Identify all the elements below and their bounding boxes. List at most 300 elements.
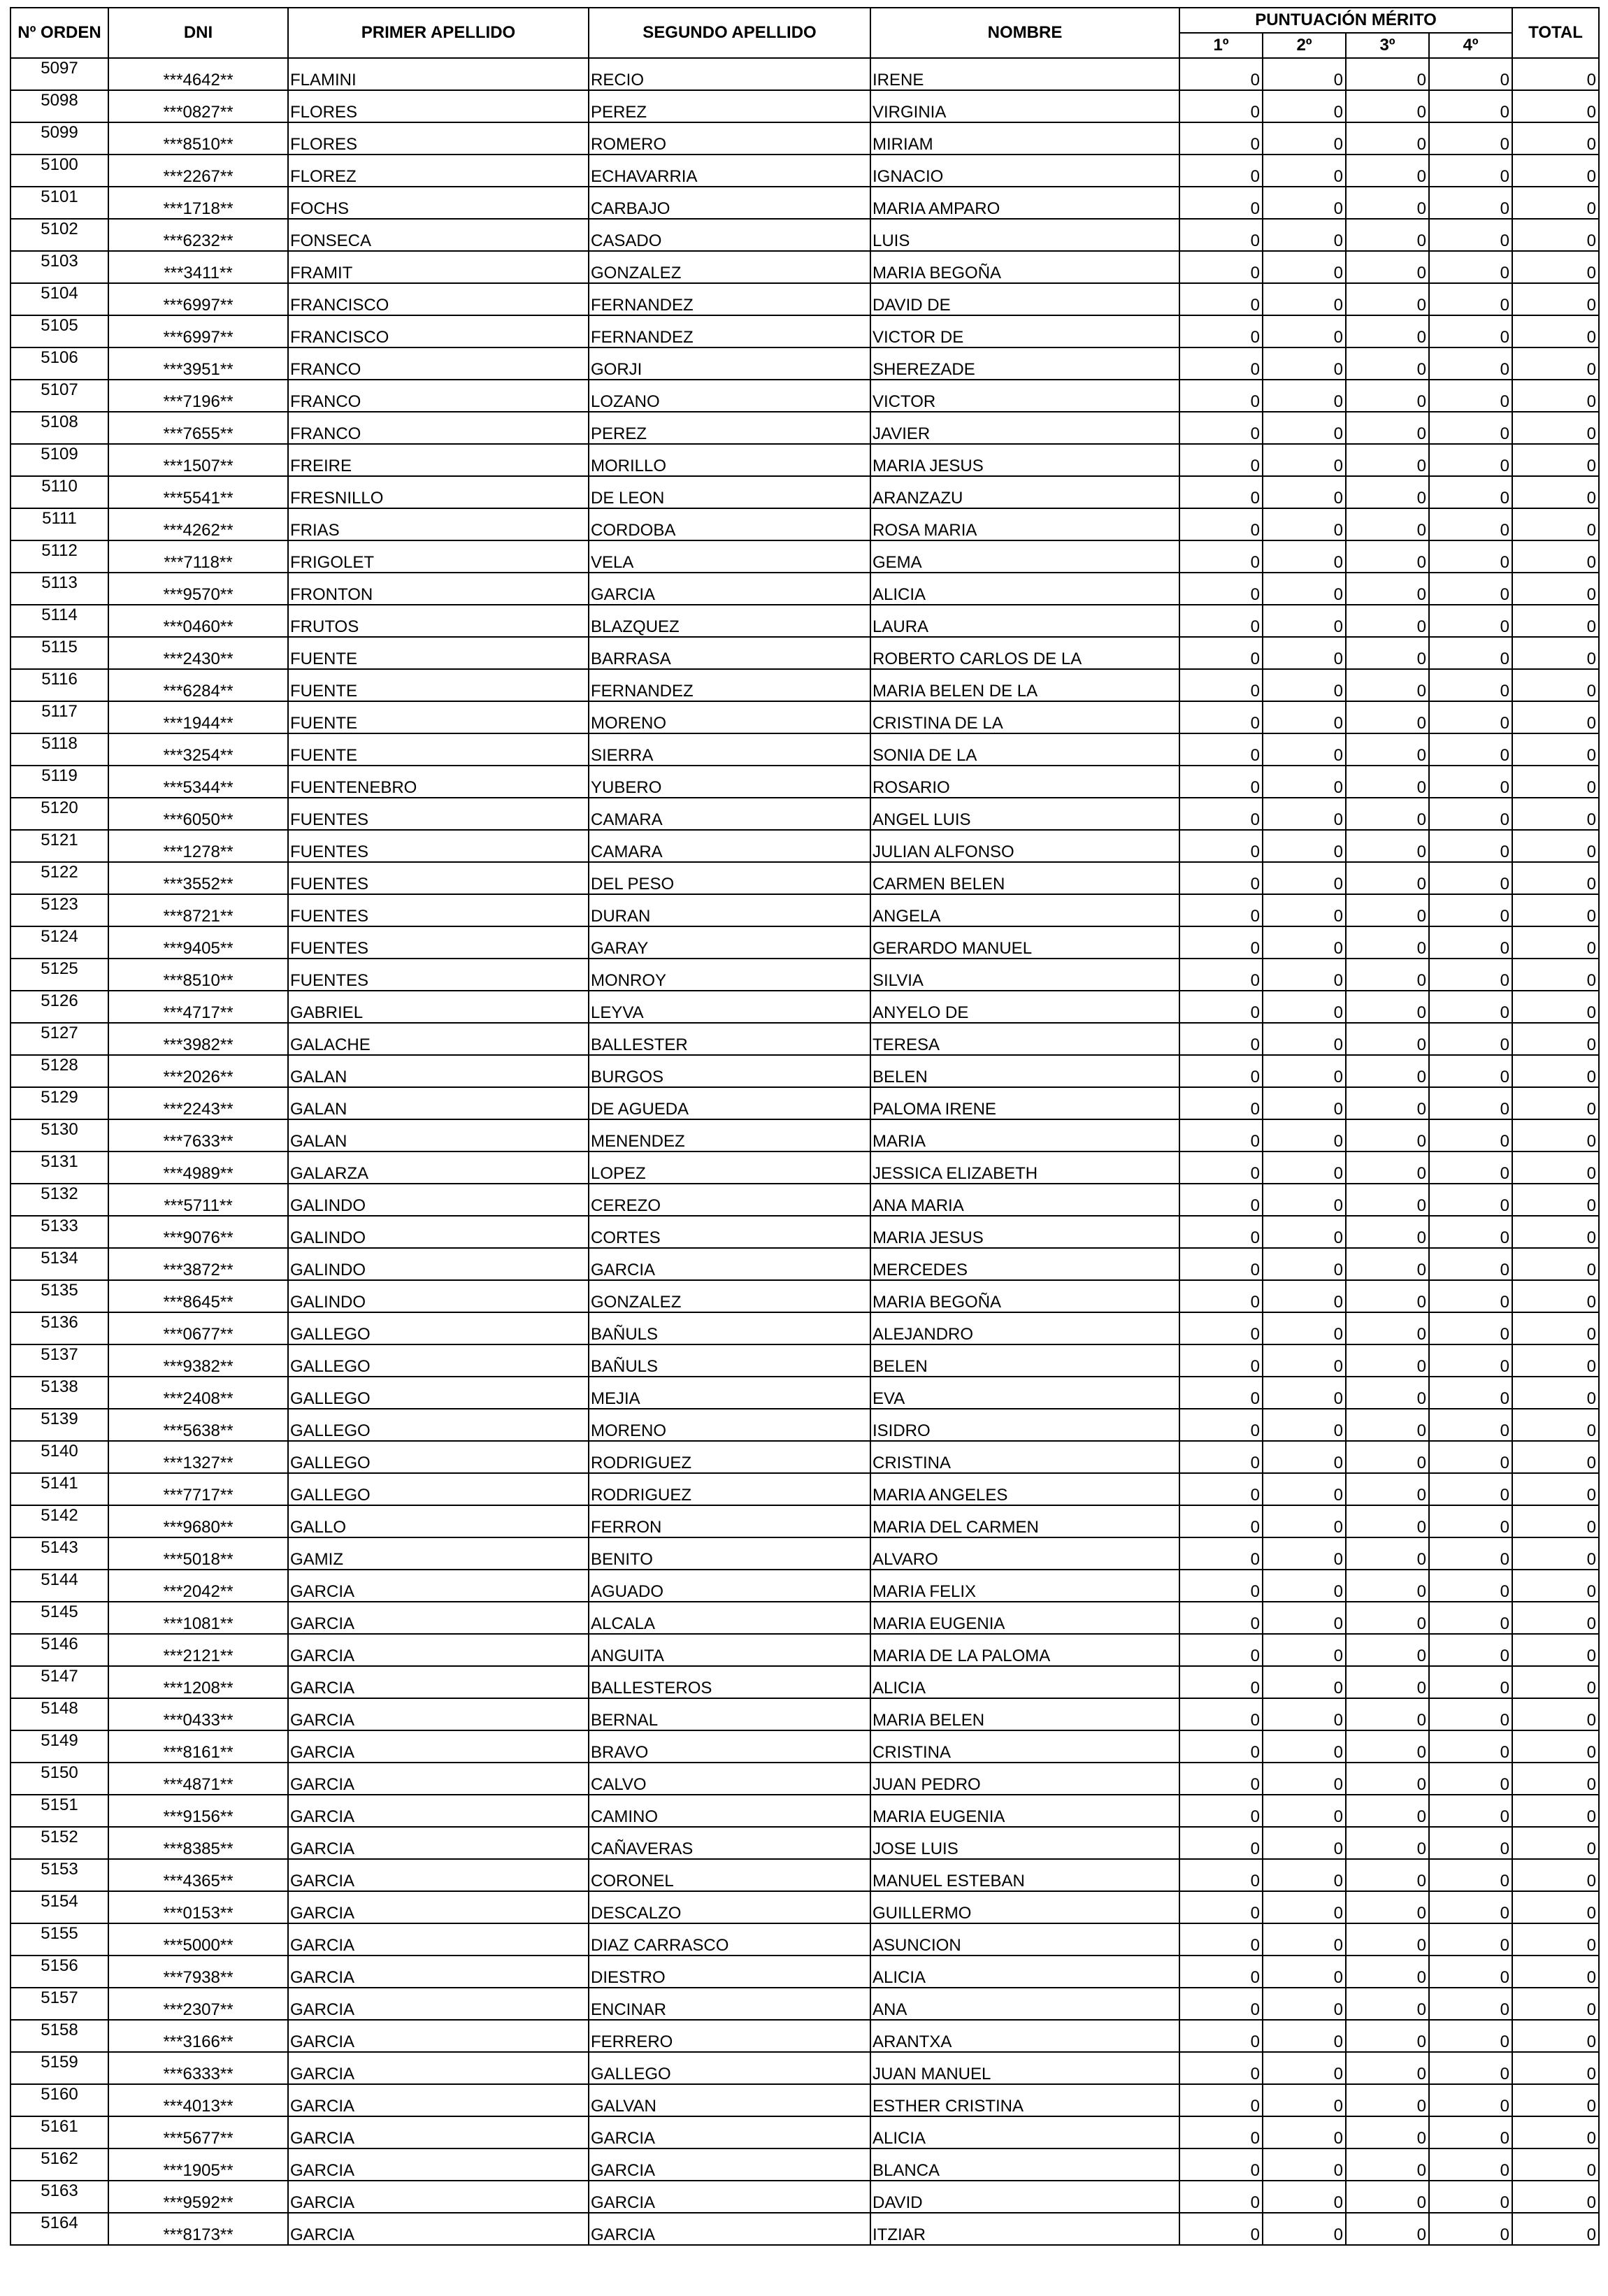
- table-row: [10, 508, 1599, 540]
- cell-dni: ***7196**: [108, 380, 288, 412]
- cell-p2: 0: [1263, 1312, 1346, 1344]
- cell-total: 0: [1512, 1859, 1599, 1891]
- cell-total: 0: [1512, 798, 1599, 830]
- cell-p3: 0: [1346, 1795, 1429, 1827]
- cell-p3: 0: [1346, 991, 1429, 1023]
- cell-p2: 0: [1263, 1988, 1346, 2020]
- cell-p3: 0: [1346, 1602, 1429, 1634]
- cell-segundo-apellido: RODRIGUEZ: [589, 1473, 870, 1505]
- cell-p4: 0: [1429, 637, 1512, 669]
- cell-segundo-apellido: CARBAJO: [589, 187, 870, 219]
- cell-dni: ***1081**: [108, 1602, 288, 1634]
- cell-dni: ***7938**: [108, 1956, 288, 1988]
- cell-nombre: MARIA: [870, 1119, 1179, 1151]
- cell-p1: 0: [1179, 1216, 1263, 1248]
- cell-total: 0: [1512, 58, 1599, 90]
- cell-dni: ***9156**: [108, 1795, 288, 1827]
- cell-p1: 0: [1179, 1795, 1263, 1827]
- cell-p4: 0: [1429, 508, 1512, 540]
- cell-primer-apellido: GARCIA: [288, 2213, 589, 2245]
- cell-segundo-apellido: ROMERO: [589, 122, 870, 155]
- table-row: [10, 1184, 1599, 1216]
- cell-primer-apellido: GALLEGO: [288, 1344, 589, 1377]
- cell-segundo-apellido: GARAY: [589, 926, 870, 959]
- cell-orden: 5115: [10, 637, 108, 669]
- cell-orden: 5111: [10, 508, 108, 540]
- cell-primer-apellido: FUENTES: [288, 862, 589, 894]
- cell-p4: 0: [1429, 2148, 1512, 2181]
- cell-primer-apellido: GALINDO: [288, 1216, 589, 1248]
- cell-total: 0: [1512, 733, 1599, 766]
- cell-primer-apellido: GALAN: [288, 1087, 589, 1119]
- cell-total: 0: [1512, 1730, 1599, 1763]
- cell-p4: 0: [1429, 1923, 1512, 1956]
- cell-p4: 0: [1429, 1698, 1512, 1730]
- cell-primer-apellido: GARCIA: [288, 1634, 589, 1666]
- cell-p3: 0: [1346, 1505, 1429, 1537]
- cell-dni: ***9680**: [108, 1505, 288, 1537]
- cell-orden: 5110: [10, 476, 108, 508]
- cell-segundo-apellido: BURGOS: [589, 1055, 870, 1087]
- cell-total: 0: [1512, 830, 1599, 862]
- cell-p4: 0: [1429, 187, 1512, 219]
- cell-orden: 5139: [10, 1409, 108, 1441]
- cell-p1: 0: [1179, 2213, 1263, 2245]
- cell-p1: 0: [1179, 540, 1263, 573]
- cell-nombre: MARIA JESUS: [870, 444, 1179, 476]
- cell-p2: 0: [1263, 2052, 1346, 2084]
- table-row: [10, 1409, 1599, 1441]
- cell-p4: 0: [1429, 830, 1512, 862]
- cell-p2: 0: [1263, 283, 1346, 315]
- cell-dni: ***6284**: [108, 669, 288, 701]
- cell-orden: 5148: [10, 1698, 108, 1730]
- cell-orden: 5125: [10, 959, 108, 991]
- cell-p3: 0: [1346, 315, 1429, 347]
- table-row: [10, 540, 1599, 573]
- cell-p1: 0: [1179, 1087, 1263, 1119]
- cell-dni: ***5344**: [108, 766, 288, 798]
- cell-primer-apellido: FUENTES: [288, 959, 589, 991]
- cell-nombre: JUAN MANUEL: [870, 2052, 1179, 2084]
- cell-total: 0: [1512, 2181, 1599, 2213]
- cell-primer-apellido: GALLEGO: [288, 1409, 589, 1441]
- cell-nombre: GUILLERMO: [870, 1891, 1179, 1923]
- cell-primer-apellido: FRIAS: [288, 508, 589, 540]
- cell-p3: 0: [1346, 637, 1429, 669]
- cell-total: 0: [1512, 444, 1599, 476]
- cell-segundo-apellido: BRAVO: [589, 1730, 870, 1763]
- cell-segundo-apellido: GALLEGO: [589, 2052, 870, 2084]
- cell-dni: ***7717**: [108, 1473, 288, 1505]
- cell-orden: 5108: [10, 412, 108, 444]
- cell-total: 0: [1512, 315, 1599, 347]
- table-row: [10, 1570, 1599, 1602]
- cell-total: 0: [1512, 251, 1599, 283]
- table-row: [10, 1988, 1599, 2020]
- cell-p2: 0: [1263, 1827, 1346, 1859]
- cell-nombre: ALICIA: [870, 1666, 1179, 1698]
- cell-primer-apellido: FUENTE: [288, 701, 589, 733]
- cell-dni: ***0677**: [108, 1312, 288, 1344]
- cell-nombre: SHEREZADE: [870, 347, 1179, 380]
- cell-p2: 0: [1263, 1602, 1346, 1634]
- cell-p2: 0: [1263, 573, 1346, 605]
- cell-total: 0: [1512, 1248, 1599, 1280]
- cell-p3: 0: [1346, 669, 1429, 701]
- cell-nombre: BLANCA: [870, 2148, 1179, 2181]
- cell-orden: 5116: [10, 669, 108, 701]
- cell-p2: 0: [1263, 1505, 1346, 1537]
- table-body: [10, 58, 1599, 2245]
- cell-p4: 0: [1429, 1859, 1512, 1891]
- cell-p2: 0: [1263, 1795, 1346, 1827]
- table-row: [10, 573, 1599, 605]
- table-row: [10, 991, 1599, 1023]
- cell-nombre: ISIDRO: [870, 1409, 1179, 1441]
- cell-p1: 0: [1179, 476, 1263, 508]
- cell-p2: 0: [1263, 508, 1346, 540]
- cell-p3: 0: [1346, 1666, 1429, 1698]
- cell-total: 0: [1512, 991, 1599, 1023]
- cell-p3: 0: [1346, 1441, 1429, 1473]
- cell-p1: 0: [1179, 1537, 1263, 1570]
- table-row: [10, 862, 1599, 894]
- cell-segundo-apellido: CAMARA: [589, 830, 870, 862]
- cell-p4: 0: [1429, 766, 1512, 798]
- cell-orden: 5112: [10, 540, 108, 573]
- cell-nombre: ITZIAR: [870, 2213, 1179, 2245]
- cell-p1: 0: [1179, 2020, 1263, 2052]
- cell-segundo-apellido: CORONEL: [589, 1859, 870, 1891]
- cell-dni: ***4013**: [108, 2084, 288, 2116]
- cell-primer-apellido: FUENTENEBRO: [288, 766, 589, 798]
- cell-p1: 0: [1179, 830, 1263, 862]
- cell-segundo-apellido: DE AGUEDA: [589, 1087, 870, 1119]
- table-row: [10, 1344, 1599, 1377]
- cell-p2: 0: [1263, 1184, 1346, 1216]
- cell-p3: 0: [1346, 347, 1429, 380]
- cell-nombre: EVA: [870, 1377, 1179, 1409]
- cell-p2: 0: [1263, 476, 1346, 508]
- cell-primer-apellido: FUENTE: [288, 637, 589, 669]
- cell-p3: 0: [1346, 1473, 1429, 1505]
- cell-dni: ***9076**: [108, 1216, 288, 1248]
- cell-p4: 0: [1429, 573, 1512, 605]
- cell-p1: 0: [1179, 187, 1263, 219]
- cell-p2: 0: [1263, 2181, 1346, 2213]
- cell-dni: ***2243**: [108, 1087, 288, 1119]
- cell-p4: 0: [1429, 2213, 1512, 2245]
- cell-orden: 5160: [10, 2084, 108, 2116]
- cell-p3: 0: [1346, 2148, 1429, 2181]
- cell-primer-apellido: GALLEGO: [288, 1377, 589, 1409]
- cell-p4: 0: [1429, 2052, 1512, 2084]
- cell-orden: 5143: [10, 1537, 108, 1570]
- cell-p4: 0: [1429, 798, 1512, 830]
- cell-p3: 0: [1346, 1409, 1429, 1441]
- cell-p3: 0: [1346, 1023, 1429, 1055]
- cell-primer-apellido: GARCIA: [288, 1602, 589, 1634]
- cell-segundo-apellido: CAMINO: [589, 1795, 870, 1827]
- cell-p1: 0: [1179, 1505, 1263, 1537]
- cell-p1: 0: [1179, 605, 1263, 637]
- cell-segundo-apellido: GARCIA: [589, 2213, 870, 2245]
- cell-primer-apellido: FRANCISCO: [288, 315, 589, 347]
- cell-orden: 5142: [10, 1505, 108, 1537]
- cell-p3: 0: [1346, 1698, 1429, 1730]
- table-row: [10, 926, 1599, 959]
- cell-total: 0: [1512, 122, 1599, 155]
- cell-p3: 0: [1346, 1216, 1429, 1248]
- cell-p1: 0: [1179, 1312, 1263, 1344]
- cell-total: 0: [1512, 605, 1599, 637]
- header-p2: 2º: [1263, 33, 1346, 58]
- cell-segundo-apellido: MORENO: [589, 1409, 870, 1441]
- cell-primer-apellido: FRUTOS: [288, 605, 589, 637]
- cell-p1: 0: [1179, 1730, 1263, 1763]
- table-row: [10, 219, 1599, 251]
- cell-p4: 0: [1429, 2084, 1512, 2116]
- header-p3: 3º: [1346, 33, 1429, 58]
- cell-nombre: PALOMA IRENE: [870, 1087, 1179, 1119]
- header-p4: 4º: [1429, 33, 1512, 58]
- cell-nombre: MARIA ANGELES: [870, 1473, 1179, 1505]
- cell-nombre: SONIA DE LA: [870, 733, 1179, 766]
- table-row: [10, 1473, 1599, 1505]
- cell-dni: ***4262**: [108, 508, 288, 540]
- cell-primer-apellido: GALINDO: [288, 1184, 589, 1216]
- cell-segundo-apellido: MONROY: [589, 959, 870, 991]
- header-segundo-apellido: SEGUNDO APELLIDO: [589, 8, 870, 58]
- cell-p2: 0: [1263, 1216, 1346, 1248]
- cell-nombre: JOSE LUIS: [870, 1827, 1179, 1859]
- cell-total: 0: [1512, 1023, 1599, 1055]
- cell-p3: 0: [1346, 926, 1429, 959]
- table-row: [10, 959, 1599, 991]
- cell-segundo-apellido: CAMARA: [589, 798, 870, 830]
- cell-p4: 0: [1429, 315, 1512, 347]
- cell-p2: 0: [1263, 1537, 1346, 1570]
- cell-p2: 0: [1263, 1570, 1346, 1602]
- cell-p2: 0: [1263, 90, 1346, 122]
- cell-segundo-apellido: CORDOBA: [589, 508, 870, 540]
- cell-orden: 5123: [10, 894, 108, 926]
- cell-orden: 5099: [10, 122, 108, 155]
- cell-segundo-apellido: YUBERO: [589, 766, 870, 798]
- cell-p1: 0: [1179, 1023, 1263, 1055]
- cell-orden: 5149: [10, 1730, 108, 1763]
- table-row: [10, 1795, 1599, 1827]
- cell-orden: 5144: [10, 1570, 108, 1602]
- cell-p1: 0: [1179, 1377, 1263, 1409]
- cell-dni: ***3254**: [108, 733, 288, 766]
- cell-primer-apellido: GARCIA: [288, 2116, 589, 2148]
- cell-dni: ***7118**: [108, 540, 288, 573]
- cell-orden: 5135: [10, 1280, 108, 1312]
- cell-orden: 5117: [10, 701, 108, 733]
- table-row: [10, 90, 1599, 122]
- table-row: [10, 637, 1599, 669]
- table-row: [10, 1730, 1599, 1763]
- cell-p4: 0: [1429, 2020, 1512, 2052]
- cell-orden: 5121: [10, 830, 108, 862]
- cell-orden: 5136: [10, 1312, 108, 1344]
- cell-nombre: BELEN: [870, 1055, 1179, 1087]
- cell-p3: 0: [1346, 1377, 1429, 1409]
- cell-nombre: ANYELO DE: [870, 991, 1179, 1023]
- cell-orden: 5103: [10, 251, 108, 283]
- cell-orden: 5163: [10, 2181, 108, 2213]
- cell-p3: 0: [1346, 1956, 1429, 1988]
- cell-p2: 0: [1263, 701, 1346, 733]
- cell-orden: 5134: [10, 1248, 108, 1280]
- cell-dni: ***1278**: [108, 830, 288, 862]
- cell-primer-apellido: GALLEGO: [288, 1473, 589, 1505]
- cell-total: 0: [1512, 2148, 1599, 2181]
- cell-nombre: SILVIA: [870, 959, 1179, 991]
- cell-nombre: JUAN PEDRO: [870, 1763, 1179, 1795]
- cell-dni: ***4642**: [108, 58, 288, 90]
- cell-dni: ***8510**: [108, 959, 288, 991]
- cell-p4: 0: [1429, 1473, 1512, 1505]
- table-row: [10, 605, 1599, 637]
- cell-orden: 5100: [10, 155, 108, 187]
- cell-p2: 0: [1263, 1023, 1346, 1055]
- cell-primer-apellido: GARCIA: [288, 1698, 589, 1730]
- cell-p3: 0: [1346, 1280, 1429, 1312]
- cell-orden: 5156: [10, 1956, 108, 1988]
- cell-p1: 0: [1179, 1698, 1263, 1730]
- cell-primer-apellido: GARCIA: [288, 1956, 589, 1988]
- cell-orden: 5152: [10, 1827, 108, 1859]
- table-row: [10, 1891, 1599, 1923]
- cell-p3: 0: [1346, 1891, 1429, 1923]
- cell-p1: 0: [1179, 1827, 1263, 1859]
- table-row: [10, 444, 1599, 476]
- cell-p1: 0: [1179, 508, 1263, 540]
- cell-nombre: MERCEDES: [870, 1248, 1179, 1280]
- cell-nombre: ANA MARIA: [870, 1184, 1179, 1216]
- cell-p2: 0: [1263, 991, 1346, 1023]
- cell-total: 0: [1512, 1827, 1599, 1859]
- cell-total: 0: [1512, 862, 1599, 894]
- cell-orden: 5128: [10, 1055, 108, 1087]
- cell-dni: ***9592**: [108, 2181, 288, 2213]
- cell-primer-apellido: GARCIA: [288, 1859, 589, 1891]
- table-row: [10, 122, 1599, 155]
- cell-nombre: ARANZAZU: [870, 476, 1179, 508]
- cell-total: 0: [1512, 155, 1599, 187]
- header-total: TOTAL: [1512, 8, 1599, 58]
- cell-total: 0: [1512, 637, 1599, 669]
- cell-p1: 0: [1179, 766, 1263, 798]
- cell-p4: 0: [1429, 2116, 1512, 2148]
- cell-p1: 0: [1179, 1666, 1263, 1698]
- table-row: [10, 1312, 1599, 1344]
- cell-p4: 0: [1429, 1280, 1512, 1312]
- cell-primer-apellido: FUENTES: [288, 894, 589, 926]
- cell-p4: 0: [1429, 2181, 1512, 2213]
- cell-orden: 5150: [10, 1763, 108, 1795]
- cell-primer-apellido: GARCIA: [288, 1891, 589, 1923]
- cell-p4: 0: [1429, 894, 1512, 926]
- cell-segundo-apellido: GONZALEZ: [589, 1280, 870, 1312]
- cell-orden: 5155: [10, 1923, 108, 1956]
- cell-primer-apellido: FUENTES: [288, 830, 589, 862]
- cell-p4: 0: [1429, 926, 1512, 959]
- cell-total: 0: [1512, 347, 1599, 380]
- cell-total: 0: [1512, 1409, 1599, 1441]
- cell-primer-apellido: GARCIA: [288, 2148, 589, 2181]
- cell-orden: 5122: [10, 862, 108, 894]
- cell-p1: 0: [1179, 1923, 1263, 1956]
- cell-dni: ***1944**: [108, 701, 288, 733]
- cell-p2: 0: [1263, 894, 1346, 926]
- cell-dni: ***2042**: [108, 1570, 288, 1602]
- cell-primer-apellido: GALAN: [288, 1119, 589, 1151]
- cell-orden: 5113: [10, 573, 108, 605]
- cell-p1: 0: [1179, 573, 1263, 605]
- cell-p3: 0: [1346, 766, 1429, 798]
- table-row: [10, 2148, 1599, 2181]
- cell-p4: 0: [1429, 862, 1512, 894]
- cell-segundo-apellido: FERRERO: [589, 2020, 870, 2052]
- cell-total: 0: [1512, 1988, 1599, 2020]
- cell-dni: ***9570**: [108, 573, 288, 605]
- table-row: [10, 701, 1599, 733]
- cell-p4: 0: [1429, 1216, 1512, 1248]
- cell-p1: 0: [1179, 1409, 1263, 1441]
- table-row: [10, 2020, 1599, 2052]
- cell-p3: 0: [1346, 1923, 1429, 1956]
- cell-orden: 5137: [10, 1344, 108, 1377]
- cell-dni: ***7655**: [108, 412, 288, 444]
- cell-p1: 0: [1179, 58, 1263, 90]
- table-row: [10, 798, 1599, 830]
- cell-p3: 0: [1346, 540, 1429, 573]
- cell-p4: 0: [1429, 251, 1512, 283]
- cell-dni: ***7633**: [108, 1119, 288, 1151]
- table-row: [10, 1377, 1599, 1409]
- cell-p3: 0: [1346, 573, 1429, 605]
- cell-total: 0: [1512, 1441, 1599, 1473]
- cell-orden: 5146: [10, 1634, 108, 1666]
- cell-p1: 0: [1179, 1634, 1263, 1666]
- cell-p2: 0: [1263, 380, 1346, 412]
- cell-p1: 0: [1179, 701, 1263, 733]
- cell-dni: ***2026**: [108, 1055, 288, 1087]
- cell-segundo-apellido: GARCIA: [589, 2116, 870, 2148]
- cell-primer-apellido: FREIRE: [288, 444, 589, 476]
- cell-nombre: MARIA EUGENIA: [870, 1602, 1179, 1634]
- cell-segundo-apellido: SIERRA: [589, 733, 870, 766]
- cell-p2: 0: [1263, 669, 1346, 701]
- cell-primer-apellido: GARCIA: [288, 2020, 589, 2052]
- cell-primer-apellido: FUENTE: [288, 669, 589, 701]
- cell-p3: 0: [1346, 2084, 1429, 2116]
- header-nombre: NOMBRE: [870, 8, 1179, 58]
- cell-dni: ***6050**: [108, 798, 288, 830]
- cell-segundo-apellido: BALLESTEROS: [589, 1666, 870, 1698]
- header-p1: 1º: [1179, 33, 1263, 58]
- cell-p4: 0: [1429, 1055, 1512, 1087]
- cell-segundo-apellido: BERNAL: [589, 1698, 870, 1730]
- cell-p2: 0: [1263, 1409, 1346, 1441]
- cell-p4: 0: [1429, 1634, 1512, 1666]
- cell-p1: 0: [1179, 637, 1263, 669]
- cell-p1: 0: [1179, 2181, 1263, 2213]
